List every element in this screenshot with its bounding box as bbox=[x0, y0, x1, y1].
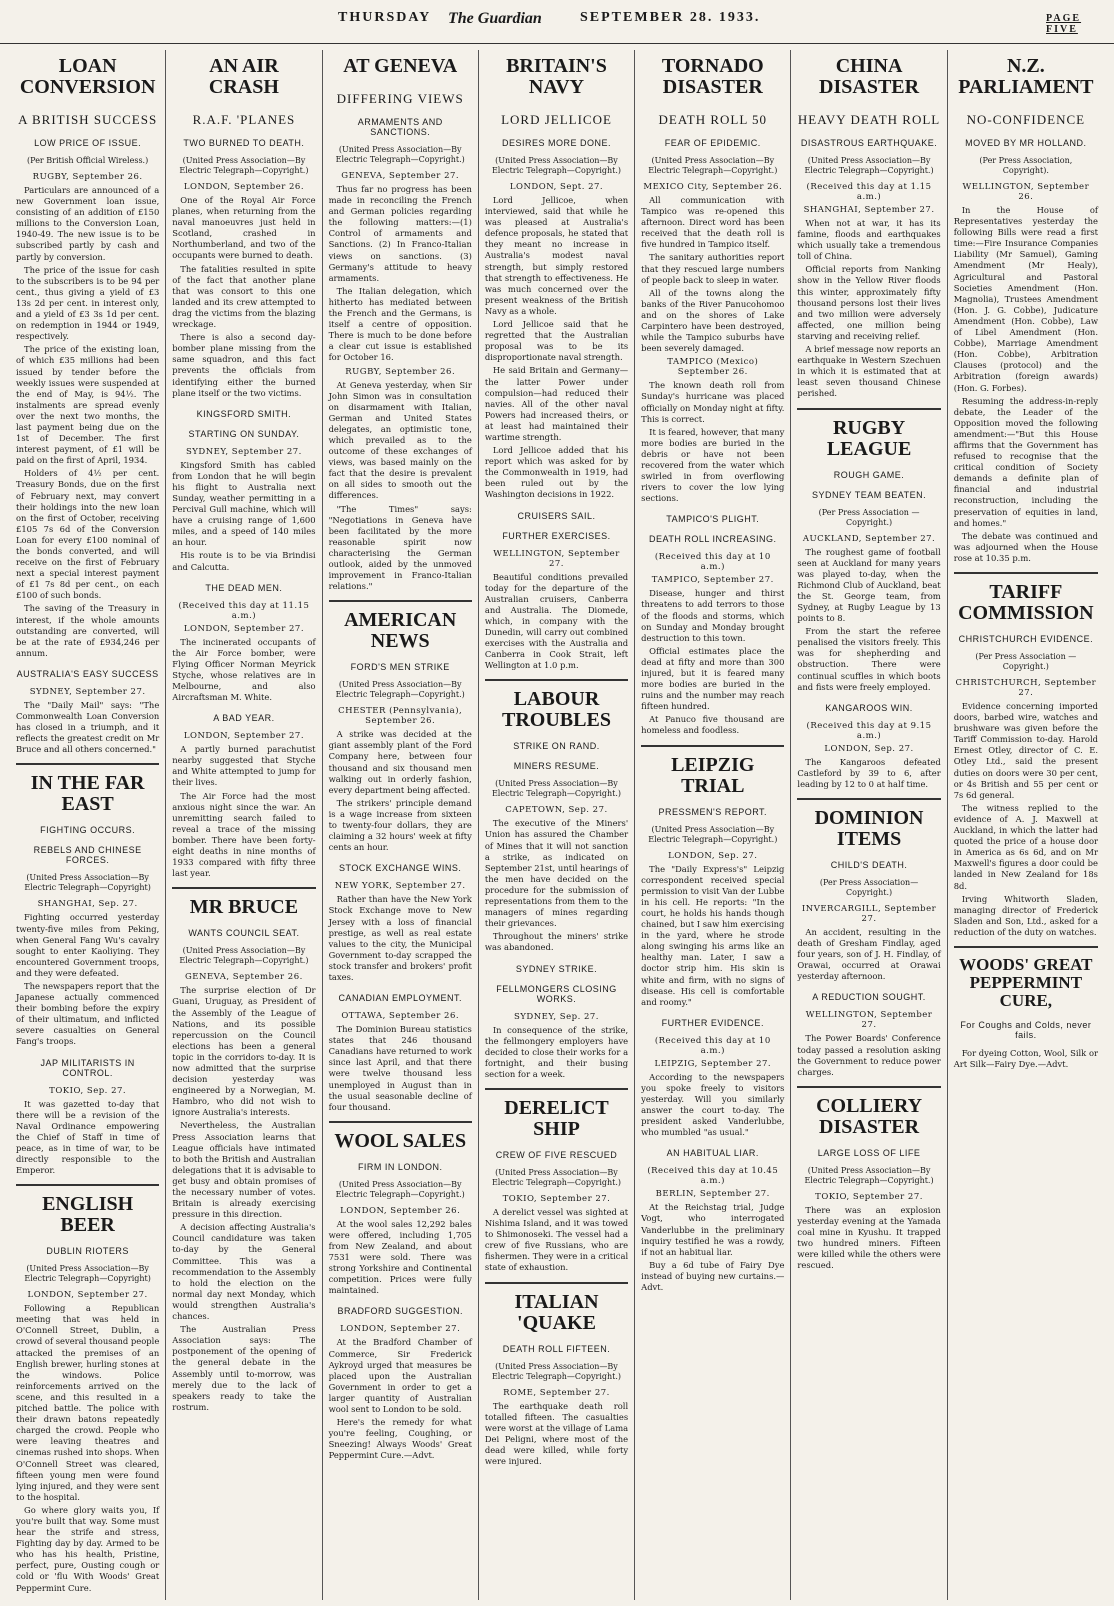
subheading: KANGAROOS WIN. bbox=[825, 702, 913, 713]
headline-tornado-disaster: TORNADO DISASTER bbox=[661, 55, 764, 98]
masthead bbox=[0, 0, 1114, 44]
subheading: A REDUCTION SOUGHT. bbox=[812, 992, 926, 1003]
received-note: (Received this day at 10.45 a.m.) bbox=[647, 1166, 779, 1187]
paragraph: Lord Jellicoe, when interviewed, said that while he was pleased at Australia's defence proposals, he stated that they meant no increase in Australia's modest naval strength, but simply restored that strength to effectiveness. He was much concerned over the present weakness of the British Navy as a whole. bbox=[484, 195, 629, 316]
deck: CHRISTCHURCH EVIDENCE. bbox=[958, 634, 1094, 644]
paragraph: There was an explosion yesterday evening at the Yamada coal mine in Kyushu. It trapped two hundred miners. Fifteen were killed while the others were rescued. bbox=[797, 1204, 941, 1271]
column-6 bbox=[791, 50, 947, 1600]
paragraph: A derelict vessel was sighted at Nishima Island, and it was towed to Shimonoseki. The vessel had a crew of five Russians, who are fishermen. They were in a critical state of exhaustion. bbox=[484, 1206, 629, 1273]
credit-line: (United Press Association—By Electric Telegraph—Copyright.) bbox=[804, 156, 934, 175]
divider bbox=[329, 1121, 472, 1123]
paragraph: Beautiful conditions prevailed today for the departure of the Australian cruisers, Canberra and Australia. The Diomede, which, in company with the Dunedin, will carry out combined exercises with the Australia and Canberra in Cook Strait, left Wellington at 1.0 p.m. bbox=[484, 571, 629, 671]
dateline: GENEVA, September 26. bbox=[185, 972, 303, 983]
subheading: AN HABITUAL LIAR. bbox=[666, 1148, 759, 1159]
dateline: TOKIO, Sep. 27. bbox=[49, 1085, 127, 1096]
paragraph: Lord Jellicoe added that his report which was asked for by the Commonwealth in 1919, had been ruled out by the Washington decisions in 1922. bbox=[484, 445, 629, 500]
credit-line: (United Press Association—By Electric Telegraph—Copyright.) bbox=[648, 156, 778, 175]
dateline: SYDNEY, September 27. bbox=[29, 686, 146, 697]
headline-italian-quake: ITALIAN 'QUAKE bbox=[514, 1290, 599, 1334]
paragraph: A decision affecting Australia's Council candidature was taken to-day by the General Committee. This was a recommendation to the Assembly to hold the election on the normal day next Monday, which would strengthen Australia's chances. bbox=[172, 1222, 316, 1322]
paragraph: At the Bradford Chamber of Commerce, Sir Frederick Aykroyd urged that measures be placed upon the Australian Government in order to get a larger quantity of Australian wool sent to London to be sold. bbox=[328, 1337, 472, 1415]
credit-line: (Per British Official Wireless.) bbox=[27, 156, 149, 165]
dateline: GENEVA, September 27. bbox=[341, 171, 460, 181]
subheading: BRADFORD SUGGESTION. bbox=[337, 1306, 463, 1317]
dateline: CHESTER (Pennsylvania), September 26. bbox=[338, 706, 463, 727]
credit-line: (United Press Association—By Electric Telegraph—Copyright.) bbox=[335, 145, 465, 164]
paragraph: The witness replied to the evidence of A. J. Maxwell at Auckland, in which the latter had quoted the price of a house door in America as 6s 6d, and on Mr Maxwell's figures a door could be landed in New Zealand for 18s 8d. bbox=[953, 802, 1098, 891]
page-number: PAGE FIVE bbox=[1046, 13, 1082, 35]
paragraph: All of the towns along the banks of the River Panucohomoo and on the shores of Lake Carpintero have been destroyed, while the Tampico suburbs have been severely damaged. bbox=[641, 287, 785, 354]
dateline: RUGBY, September 26. bbox=[345, 366, 456, 377]
paragraph: When not at war, it has its famine, floods and earthquakes which usually take a tremendous toll of China. bbox=[797, 218, 941, 262]
deck: REBELS AND CHINESE FORCES. bbox=[33, 845, 142, 866]
deck: ARMAMENTS AND SANCTIONS. bbox=[357, 117, 443, 137]
column-3 bbox=[323, 50, 479, 1600]
paragraph: The Kangaroos defeated Castleford by 39 to 6, after leading by 12 to 0 at half time. bbox=[797, 756, 941, 789]
paragraph: The Italian delegation, which hitherto has mediated between the French and the Germans, is itself a centre of opposition. There is much to be done before a clear cut issue is established for October 16. bbox=[328, 285, 472, 363]
dateline: LONDON, Sep. 27. bbox=[824, 743, 914, 754]
divider bbox=[485, 679, 628, 681]
deck: STARTING ON SUNDAY. bbox=[188, 428, 300, 439]
paragraph: A partly burned parachutist nearby suggested that Styche and White attempted to jump for their lives. bbox=[172, 744, 316, 788]
paragraph: Kingsford Smith has cabled from London that he will begin his flight to Australia next Sunday, weather permitting in a Percival Gull machine, which will have a cruising range of 1,600 miles, and a speed of 140 miles an hour. bbox=[172, 459, 316, 548]
dateline: NEW YORK, September 27. bbox=[334, 881, 466, 892]
dateline: OTTAWA, September 26. bbox=[341, 1011, 460, 1022]
received-note: (Received this day at 11.15 a.m.) bbox=[178, 600, 310, 621]
headline-nz-parliament: N.Z. PARLIAMENT bbox=[958, 55, 1094, 98]
subheadline: R.A.F. 'PLANES bbox=[192, 112, 296, 127]
divider bbox=[797, 1086, 940, 1088]
credit-line: (Per Press Association — Copyright.) bbox=[818, 507, 920, 527]
divider bbox=[485, 1282, 628, 1284]
column-4 bbox=[479, 50, 635, 1600]
subheading: SYDNEY STRIKE. bbox=[515, 963, 598, 974]
dateline: SYDNEY, Sep. 27. bbox=[513, 1011, 599, 1022]
deck: SYDNEY TEAM BEATEN. bbox=[812, 489, 927, 500]
headline-tariff-commission: TARIFF COMMISSION bbox=[958, 581, 1094, 624]
paragraph: The sanitary authorities report that they rescued large numbers of people back to sleep in water. bbox=[641, 252, 785, 285]
paragraph: According to the newspapers you spoke freely to visitors yesterday. Will you similarly answer the court to-day. The president asked Vanderlubbe, who mumbled "as usual." bbox=[641, 1071, 785, 1138]
dateline: SHANGHAI, September 27. bbox=[803, 205, 935, 215]
deck: FELLMONGERS CLOSING WORKS. bbox=[496, 983, 617, 1004]
headline-at-geneva: AT GENEVA bbox=[343, 55, 458, 77]
paragraph: The saving of the Treasury in interest, if the whole amounts outstanding are converted, will be at the rate of £934,246 per annum. bbox=[16, 603, 160, 658]
credit-line: (United Press Association—By Electric Telegraph—Copyright.) bbox=[491, 156, 622, 175]
deck: TWO BURNED TO DEATH. bbox=[183, 138, 305, 148]
subheadline: NO-CONFIDENCE bbox=[966, 112, 1086, 127]
credit-line: (United Press Association—By Electric Telegraph—Copyright) bbox=[24, 1264, 151, 1284]
paragraph: In consequence of the strike, the fellmongery employers have decided to close their works for a fortnight, and their busing section for a week. bbox=[484, 1024, 629, 1079]
credit-line: (United Press Association—By Electric Telegraph—Copyright) bbox=[24, 873, 151, 893]
headline-labour-troubles: LABOUR TROUBLES bbox=[502, 688, 611, 732]
paragraph: Rather than have the New York Stock Exchange move to New Jersey with a loss of financial prestige, as well as real estate values to the city, the Municipal Government to-day scrapped the stock transfer and brokers' profit taxes. bbox=[328, 894, 472, 982]
subheadline: HEAVY DEATH ROLL bbox=[797, 112, 941, 127]
subheading: FURTHER EVIDENCE. bbox=[661, 1017, 764, 1028]
subheadline: DEATH ROLL 50 bbox=[658, 112, 768, 127]
subheadline: DIFFERING VIEWS bbox=[336, 91, 464, 106]
headline-derelict-ship: DERELICT SHIP bbox=[504, 1096, 609, 1140]
dateline: LONDON, September 26. bbox=[183, 182, 305, 192]
dateline: LEIPZIG, September 27. bbox=[654, 1058, 772, 1069]
divider bbox=[485, 1088, 628, 1090]
paragraph: The price of the issue for cash to the subscribers is to be 94 per cent., thus giving a yield of £3 13s 2d per cent. in interest only, and a yield of £3 3s 1d per cent. on redemption in 1944 or 1949, respectively. bbox=[16, 264, 160, 342]
paragraph: The Australian Press Association says: The postponement of the opening of the general debate in the Assembly until to-morrow, was merely due to the lack of speakers ready to take the rostrum. bbox=[172, 1324, 316, 1412]
paragraph: The Dominion Bureau statistics states that 246 thousand Canadians have returned to work since last April, and that there were twelve thousand less unemployed in August than in the usual seasonable decline of four thousand. bbox=[328, 1024, 472, 1112]
dateline: SHANGHAI, Sep. 27. bbox=[37, 899, 138, 910]
advert-tagline: For Coughs and Colds, never fails. bbox=[960, 1019, 1092, 1040]
dateline: CHRISTCHURCH, September 27. bbox=[955, 678, 1097, 698]
deck: LARGE LOSS OF LIFE bbox=[817, 1147, 921, 1158]
paragraph: Throughout the miners' strike was abandoned. bbox=[484, 931, 629, 953]
deck: DESIRES MORE DONE. bbox=[501, 138, 611, 148]
paragraph: The earthquake death roll totalled fifteen. The casualties were worst at the village of Lama Dei Peligni, where most of the dead were killed, while forty were injured. bbox=[484, 1400, 629, 1466]
paragraph: The surprise election of Dr Guani, Uruguay, as President of the Assembly of the League of Nations, and its possible repercussion on the Council elections has been a general topic in the corridors to-day. It is now admitted that the surprise decision yesterday was engineered by a Norwegian, M. Hambro, who did not wish to ignore Australia's interests. bbox=[172, 985, 316, 1118]
paragraph: The newspapers report that the Japanese actually commenced their bombing before the expiry of their ultimatum, and inflicted severe casualties on General Fang's troops. bbox=[16, 980, 160, 1047]
subheading: KINGSFORD SMITH. bbox=[196, 408, 292, 419]
paragraph: Lord Jellicoe said that he regretted that the Australian proposal was to be its disproportionate naval strength. bbox=[484, 319, 629, 363]
paragraph: Official reports from Nanking show in the Yellow River floods this winter, approximately fifty thousand persons lost their lives and two million were adversely affected, one million being starving and receiving relief. bbox=[797, 264, 941, 341]
headline-mr-bruce: MR BRUCE bbox=[189, 896, 299, 919]
divider bbox=[172, 887, 315, 889]
column-2 bbox=[166, 50, 322, 1600]
dateline: WELLINGTON, September 26. bbox=[962, 182, 1090, 202]
deck: DEATH ROLL FIFTEEN. bbox=[502, 1343, 611, 1354]
paragraph: He said Britain and Germany—the latter Power under compulsion—had reduced their navies. All of the other naval Powers had increased theirs, or at least had maintained their wartime strength. bbox=[484, 365, 629, 442]
column-7 bbox=[948, 50, 1104, 1600]
paragraph: His route is to be via Brindisi and Calcutta. bbox=[172, 550, 316, 572]
paragraph: The roughest game of football seen at Auckland for many years was played to-day, when the Richmond Club of Auckland, beat the St. George team, from Sydney, at Rugby League by 13 points to 8. bbox=[797, 546, 941, 624]
paragraph: Nevertheless, the Australian Press Association learns that League officials have intimated to both the British and Australian delegations that it is advisable to get busy and obtain promises of the necessary number of votes. Britain is already exercising pressure in this direction. bbox=[172, 1120, 316, 1220]
deck: DUBLIN RIOTERS bbox=[46, 1246, 129, 1257]
deck: PRESSMEN'S REPORT. bbox=[658, 806, 768, 817]
paragraph: A brief message now reports an earthquake in Western Szechuen in which it is estimated that at least seven thousand Chinese perished. bbox=[797, 344, 941, 399]
deck: FORD'S MEN STRIKE bbox=[350, 662, 450, 673]
deck: FIGHTING OCCURS. bbox=[40, 825, 136, 836]
advert-verse: Go where glory waits you, If you're built that way. Some must hear the strife and stress, Fighting day by day. Armed to be who has his health, Pristine, perfect, pure, Ousting cough or cold or 'flu With Woods' Great Peppermint Cure. bbox=[16, 1504, 160, 1593]
credit-line: (United Press Association—By Electric Telegraph—Copyright.) bbox=[648, 824, 778, 844]
deck: ROUGH GAME. bbox=[833, 469, 905, 480]
paragraph: The "Daily Express's" Leipzig correspondent received special permission to visit Van der Lubbe in his cell. He reports: "In the court, he holds his hands though chained, but I saw him exercising in the yard, where he strode along swinging his arms like an healthy man. Later, I saw a doctor strip him. His skin is white and firm, with no signs of disease. His cell is comfortable and roomy." bbox=[641, 863, 785, 1007]
credit-line: (United Press Association—By Electric Telegraph—Copyright.) bbox=[179, 156, 309, 175]
advert: Here's the remedy for what you're feeling, Coughing, or Sneezing! Always Woods' Great Peppermint Cure.—Advt. bbox=[328, 1417, 472, 1461]
deck: WANTS COUNCIL SEAT. bbox=[188, 928, 300, 939]
issue-day: THURSDAY bbox=[338, 10, 432, 25]
subheadline: A BRITISH SUCCESS bbox=[18, 112, 158, 127]
dateline: AUCKLAND, September 27. bbox=[802, 533, 936, 544]
headline-loan-conversion: LOAN CONVERSION bbox=[19, 55, 156, 98]
credit-line: (United Press Association—By Electric Telegraph—Copyright.) bbox=[335, 680, 465, 700]
paragraph: The incinerated occupants of the Air Force bomber, were Flying Officer Norman Meyrick Styche, whose relatives are in Melbourne, and also Aircraftsman M. White. bbox=[172, 636, 316, 703]
dateline: ROME, September 27. bbox=[503, 1387, 610, 1398]
paragraph: The price of the existing loan, of which £35 millions had been issued by tender before the weekly issues were suspended at the end of May, is 94½. The instalments are spread evenly over the next two months, the last payment being due on the 1st of December. The first interest payment, of £1 will be paid on the first of April, 1934. bbox=[16, 344, 160, 466]
dateline: RUGBY, September 26. bbox=[32, 172, 143, 182]
paragraph: Disease, hunger and thirst threatens to add terrors to those of the floods and storms, which on Sunday and Monday brought destruction to this town. bbox=[641, 588, 785, 643]
headline-colliery-disaster: COLLIERY DISASTER bbox=[816, 1094, 923, 1138]
dateline: LONDON, September 27. bbox=[183, 731, 305, 742]
divider bbox=[16, 1184, 159, 1186]
issue-date: SEPTEMBER 28. 1933. bbox=[580, 10, 761, 25]
advert-headline: WOODS' GREAT PEPPERMINT CURE, bbox=[959, 954, 1093, 1010]
dateline: WELLINGTON, September 27. bbox=[493, 548, 620, 569]
divider bbox=[954, 946, 1098, 948]
dateline: CAPETOWN, Sep. 27. bbox=[505, 805, 608, 816]
paragraph: "The Times" says: "Negotiations in Geneva have been facilitated by the more reasonable spirit now characterising the German outlook, aided by the unmoved improvement in Franco-Italian relations." bbox=[328, 503, 472, 592]
dateline: MEXICO City, September 26. bbox=[643, 182, 783, 192]
deck: MINERS RESUME. bbox=[513, 761, 600, 772]
paragraph: Fighting occurred yesterday twenty-five miles from Peking, when General Fang Wu's cavalry sought to enter Kaoliying. They encountered Government troops, and they were defeated. bbox=[16, 912, 160, 978]
column-1 bbox=[10, 50, 166, 1600]
subheading: AUSTRALIA'S EASY SUCCESS bbox=[16, 668, 159, 679]
headline-china-disaster: CHINA DISASTER bbox=[819, 55, 920, 98]
received-note: (Received this day at 9.15 a.m.) bbox=[806, 720, 932, 741]
divider bbox=[641, 745, 784, 747]
paragraph: One of the Royal Air Force planes, when returning from the naval manoeuvres just held in Scotland, crashed in Northumberland, and two of the occupants were burned to death. bbox=[172, 195, 316, 261]
paragraph: Evidence concerning imported doors, barbed wire, watches and brushware was given before the Tariff Commission to-day. Harold Ernest Otley, director of C. E. Otley Ltd., said the present duties on doors were 30 per cent, or 4s British and 55 per cent or 7s 6d general. bbox=[953, 701, 1098, 800]
paragraph: There is also a second day-bomber plane missing from the same squadron, and this fact prevents the officials from identifying either the burned plane itself or the two victims. bbox=[172, 332, 316, 398]
paragraph: The strikers' principle demand is a wage increase from sixteen to twenty-four dollars, they are claiming a 32 hours' week at fifty cents an hour. bbox=[328, 797, 472, 853]
paragraph: A strike was decided at the giant assembly plant of the Ford Company here, between four thousand and six thousand men walking out in orderly fashion, every department being affected. bbox=[328, 729, 472, 795]
paragraph: At the Reichstag trial, Judge Vogt, who interrogated Vanderlubbe in the preliminary inquiry testified he was a rowdy, if not an habitual liar. bbox=[641, 1202, 785, 1257]
divider bbox=[954, 572, 1098, 574]
dateline: TOKIO, September 27. bbox=[815, 1191, 923, 1202]
paragraph: Official estimates place the dead at fifty and more than 300 injured, but it is feared many more bodies are buried in the ruins and the number may reach fifteen hundred. bbox=[641, 645, 785, 712]
paragraph: From the start the referee penalised the visitors freely. This was for shepherding and obstruction. There were continual scuffles in which boots and fists were freely employed. bbox=[797, 626, 941, 692]
headline-dominion-items: DOMINION ITEMS bbox=[814, 807, 924, 850]
credit-line: (Per Press Association — Copyright.) bbox=[975, 652, 1077, 671]
advert: For dyeing Cotton, Wool, Silk or Art Silk—Fairy Dye.—Advt. bbox=[953, 1047, 1098, 1069]
deck: FEAR OF EPIDEMIC. bbox=[664, 138, 761, 148]
dateline: TOKIO, September 27. bbox=[502, 1193, 611, 1204]
subheading: TAMPICO'S PLIGHT. bbox=[666, 514, 760, 525]
subheading: STOCK EXCHANGE WINS. bbox=[339, 863, 462, 874]
deck: FIRM IN LONDON. bbox=[357, 1161, 443, 1172]
deck: LOW PRICE OF ISSUE. bbox=[34, 138, 142, 148]
paragraph: All communication with Tampico was re-opened this afternoon. Direct word has been received that the death roll is five hundred in Tampico itself. bbox=[641, 195, 785, 250]
paragraph: The known death roll from Sunday's hurricane was placed officially on Monday night at fifty. This is correct. bbox=[641, 380, 785, 424]
paragraph: An accident, resulting in the death of Gresham Findlay, aged four years, son of J. H. Findlay, of Orawai, occurred at Orawai yesterday afternoon. bbox=[797, 927, 941, 982]
dateline: TAMPICO (Mexico) September 26. bbox=[667, 357, 759, 378]
dateline: TAMPICO, September 27. bbox=[651, 575, 774, 586]
subheading: JAP MILITARISTS IN CONTROL. bbox=[40, 1057, 135, 1078]
paragraph: The debate was continued and was adjourned when the House rose at 10.35 p.m. bbox=[953, 530, 1098, 563]
subheading: THE DEAD MEN. bbox=[205, 582, 283, 593]
headline-english-beer: ENGLISH BEER bbox=[42, 1193, 134, 1237]
credit-line: (United Press Association—By Electric Telegraph—Copyright.) bbox=[491, 1361, 622, 1381]
deck: DEATH ROLL INCREASING. bbox=[649, 534, 777, 545]
divider bbox=[797, 408, 940, 410]
headline-britains-navy: BRITAIN'S NAVY bbox=[506, 55, 607, 98]
dateline: LONDON, September 27. bbox=[340, 1324, 461, 1335]
credit-line: (United Press Association—By Electric Telegraph—Copyright.) bbox=[491, 779, 622, 799]
dateline: LONDON, September 26. bbox=[340, 1205, 461, 1216]
deck: FURTHER EXERCISES. bbox=[502, 530, 611, 541]
subheading: CRUISERS SAIL. bbox=[517, 510, 596, 521]
credit-line: (Per Press Association, Copyright). bbox=[979, 156, 1073, 175]
paragraph: In the House of Representatives yesterday the following Bills were read a first time:—Fire Insurance Companies Liability (Mr Samuel), Gaming Amendment (Mr Healy), Agricultural and Pastoral Societies Amendment (Hon. Magnolia), Trustees Amendment (Hon. J. G. Cobbe), Judicature Amendment (Hon. Cobbe), Law of Libel Amendment (Hon. Cobbe), Marriage Amendment (Hon. Cobbe), Arbitration Clauses (protocol) and the Arbitration (foreign awards) (Hon. G. Forbes). bbox=[953, 205, 1098, 393]
dateline: LONDON, September 27. bbox=[27, 1290, 148, 1301]
newspaper-name: The Guardian bbox=[448, 10, 542, 27]
column-5 bbox=[635, 50, 791, 1600]
dateline: INVERCARGILL, September 27. bbox=[801, 904, 937, 924]
dateline: BERLIN, September 27. bbox=[655, 1189, 770, 1200]
deck: DISASTROUS EARTHQUAKE. bbox=[800, 138, 938, 148]
paragraph: At the wool sales 12,292 bales were offered, including 1,705 from New Zealand, and about 7531 were sold. There was strong Yorkshire and Continental competition. Prices were fully maintained. bbox=[328, 1218, 472, 1296]
received-note: (Received this day at 10 a.m.) bbox=[654, 1035, 771, 1056]
paragraph: Particulars are announced of a new Government loan issue, consisting of an addition of £150 millions to the Conversion Loan, 1940-49. The new issue is to be subscribed partly by cash and partly by conversion. bbox=[16, 185, 160, 262]
credit-line: (United Press Association—By Electric Telegraph—Copyright.) bbox=[804, 1165, 934, 1185]
headline-air-crash: AN AIR CRASH bbox=[208, 55, 279, 98]
newspaper-columns bbox=[10, 50, 1104, 1600]
credit-line: (United Press Association—By Electric Telegraph—Copyright.) bbox=[335, 1179, 465, 1199]
paragraph: The executive of the Miners' Union has assured the Chamber of Mines that it will not sanction a strike, as indicated on September 21st, until hearings of the men have decided on the procedure for the submission of representations from them to the managers of mines regarding their grievances. bbox=[484, 818, 629, 929]
paragraph: It was gazetted to-day that there will be a revision of the Naval Ordinance empowering the Chief of Staff in time of peace, as in time of war, to be directly responsible to the Emperor. bbox=[16, 1098, 160, 1176]
paragraph: The fatalities resulted in spite of the fact that another plane that was consort to this one landed and its crew attempted to drag the victims from the blazing wreckage. bbox=[172, 263, 316, 330]
received-note: (Received this day at 1.15 a.m.) bbox=[806, 182, 932, 202]
headline-wool-sales: WOOL SALES bbox=[334, 1129, 467, 1152]
subheading: CANADIAN EMPLOYMENT. bbox=[338, 993, 462, 1004]
paragraph: It is feared, however, that many more bodies are buried in the debris or have not been recovered from the water which swirled in from overflowing rivers to cover the low lying sections. bbox=[641, 426, 785, 504]
paragraph: Irving Whitworth Sladen, managing director of Frederick Sladen and Son, Ltd., asked for a reduction of the duty on watches. bbox=[953, 893, 1098, 937]
deck: STRIKE ON RAND. bbox=[513, 741, 600, 752]
credit-line: (United Press Association—By Electric Telegraph—Copyright.) bbox=[179, 946, 309, 966]
paragraph: The "Daily Mail" says: "The Commonwealth Loan Conversion has closed in a triumph, and it reflects the greatest credit on Mr Bruce and all others concerned." bbox=[16, 699, 160, 755]
deck: MOVED BY MR HOLLAND. bbox=[965, 138, 1087, 148]
paragraph: At Panuco five thousand are homeless and foodless. bbox=[641, 714, 785, 736]
headline-rugby-league: RUGBY LEAGUE bbox=[826, 416, 912, 460]
received-note: (Received this day at 10 a.m.) bbox=[654, 552, 771, 573]
dateline: WELLINGTON, September 27. bbox=[805, 1010, 933, 1031]
paragraph: Resuming the address-in-reply debate, the Leader of the Opposition moved the following amendment:—"But this House affirms that the Government has refused to recognise that the critical condition of Society demands a definite plan of financial and industrial reconstruction, including the preservation of equities in land, and homes." bbox=[953, 395, 1098, 528]
divider bbox=[797, 798, 940, 800]
paragraph: Thus far no progress has been made in reconciling the French and German policies regarding the following matters:—(1) Control of armaments and Sanctions. (2) In Franco-Italian views on sanctions. (3) Germany's attitude to heavy armaments. bbox=[328, 184, 472, 283]
headline-far-east: IN THE FAR EAST bbox=[30, 772, 145, 816]
credit-line: (United Press Association—By Electric Telegraph—Copyright.) bbox=[491, 1167, 622, 1187]
paragraph: The Air Force had the most anxious night since the war. An unremitting search failed to reveal a trace of the missing bomber. There have been forty-eight deaths in nine months of 1933 compared with fifty three last year. bbox=[172, 790, 316, 879]
divider bbox=[16, 763, 159, 765]
divider bbox=[329, 600, 472, 602]
deck: CREW OF FIVE RESCUED bbox=[495, 1149, 618, 1160]
paragraph: Holders of 4½ per cent. Treasury Bonds, due on the first of February next, may convert their holdings into the new loan on the first of October, receiving £105 7s 6d of the Conversion Loan for every £100 nominal of the bonds converted, and will receive on the first of February next a special interest payment of £1 7s 8d per cent., on each £100 of such bonds. bbox=[16, 468, 160, 601]
paragraph: Following a Republican meeting that was held in O'Connell Street, Dublin, a crowd of several thousand people attacked the premises of an English brewer, hurling stones at the windows. Police reinforcements arrived on the scene, and this resulted in a pitched battle. The police with their drawn batons repeatedly charged the crowd. People who were leaving theatres and cinemas rushed into shops. When O'Connell Street was cleared, fifteen young men were found lying injured, and they were sent to the hospital. bbox=[16, 1303, 160, 1502]
paragraph: The Power Boards' Conference today passed a resolution asking the Government to reduce power charges. bbox=[797, 1033, 941, 1077]
credit-line: (Per Press Association—Copyright.) bbox=[819, 878, 919, 897]
subheading: A BAD YEAR. bbox=[213, 713, 275, 724]
headline-leipzig-trial: LEIPZIG TRIAL bbox=[671, 753, 755, 797]
deck: CHILD'S DEATH. bbox=[830, 860, 908, 870]
advert: Buy a 6d tube of Fairy Dye instead of buying new curtains.—Advt. bbox=[641, 1259, 785, 1292]
dateline: LONDON, September 27. bbox=[183, 623, 305, 634]
headline-american-news: AMERICAN NEWS bbox=[344, 609, 457, 653]
dateline: LONDON, Sep. 27. bbox=[668, 850, 758, 861]
subheadline: LORD JELLICOE bbox=[501, 112, 612, 127]
dateline: SYDNEY, September 27. bbox=[185, 446, 302, 457]
paragraph: At Geneva yesterday, when Sir John Simon was in consultation on disarmament with Italian, German and United States delegates, an optimistic tone, which prevailed as to the outcome of these exchanges of views, was based mainly on the fact that the desire is prevalent on all sides to smooth out the differences. bbox=[328, 379, 472, 501]
dateline: LONDON, Sept. 27. bbox=[509, 182, 604, 192]
